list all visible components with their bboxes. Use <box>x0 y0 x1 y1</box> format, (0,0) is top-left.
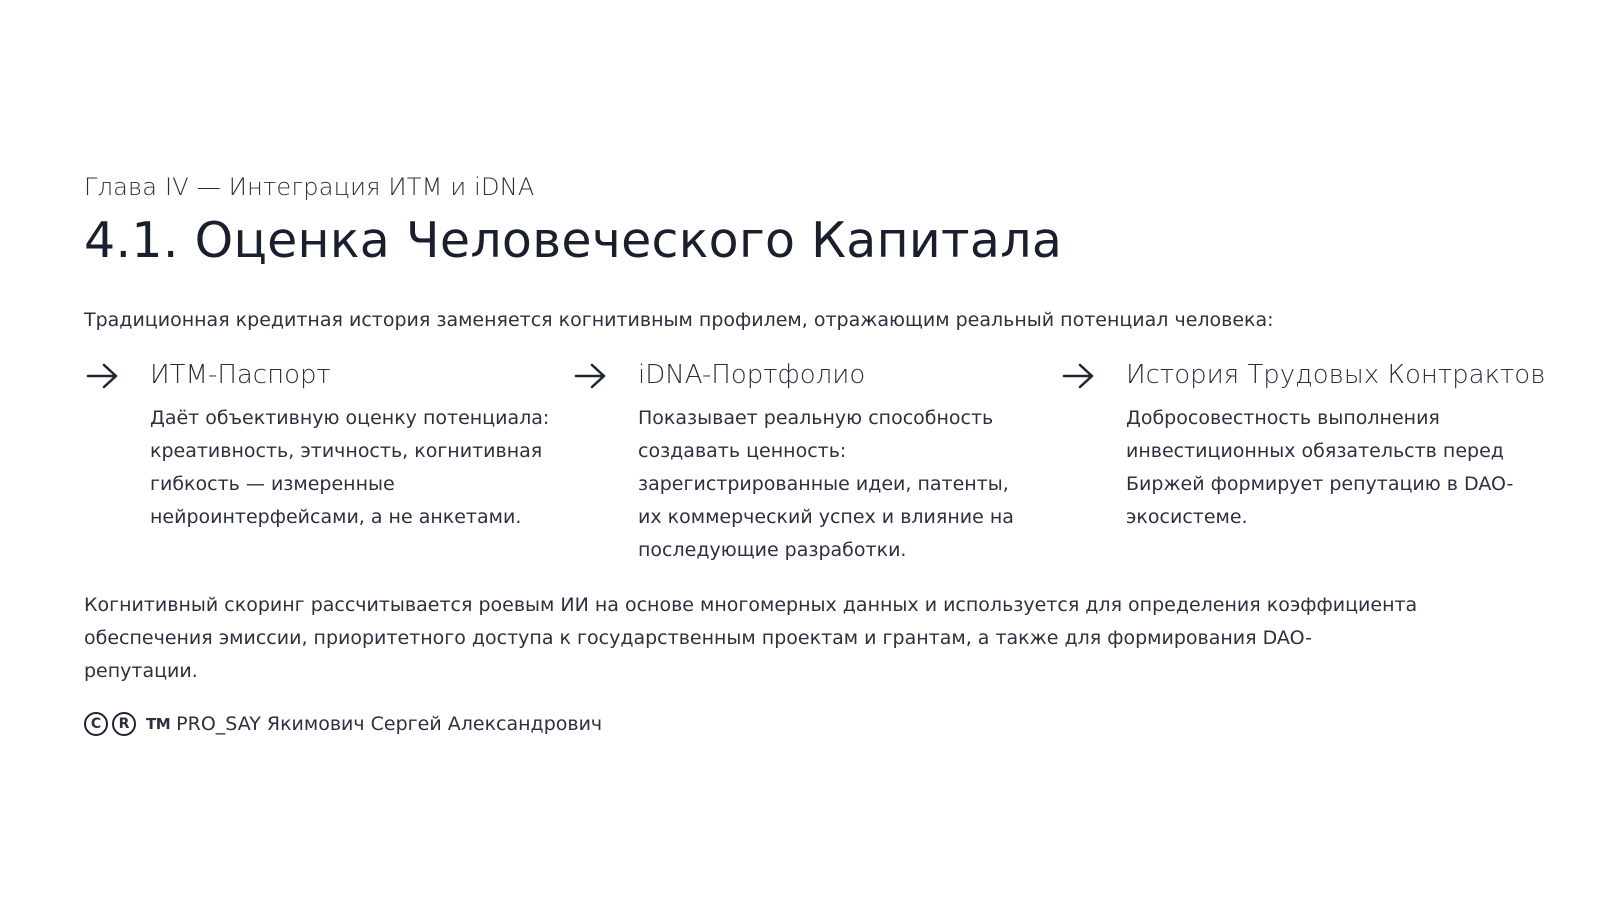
feature-card-idna-portfolio <box>572 356 1060 567</box>
feature-card-itm-passport <box>84 356 572 567</box>
feature-card-title: ИТМ-Паспорт <box>150 360 331 390</box>
intro-paragraph: Традиционная кредитная история заменяется когнитивным профилем, отражающим реальный потенциал человека: <box>84 309 1274 331</box>
feature-card-title: iDNA-Портфолио <box>638 360 866 390</box>
feature-card-body <box>638 356 1038 567</box>
feature-card-text: Добросовестность выполнения инвестиционных обязательств перед Биржей формирует репутацию в DAO-экосистеме. <box>1126 407 1514 528</box>
feature-card-body <box>1126 356 1546 567</box>
feature-card-text: Показывает реальную способность создавать ценность: зарегистрированные идеи, патенты, их коммерческий успех и влияние на последующие разработки. <box>638 407 1014 561</box>
page-title: 4.1. Оценка Человеческого Капитала <box>84 212 1063 269</box>
trademark-icon: TM <box>146 715 171 733</box>
chapter-label: Глава IV — Интеграция ИТМ и iDNA <box>84 173 535 201</box>
slide <box>84 170 1546 738</box>
copyright-footer <box>84 710 1524 738</box>
author-name: PRO_SAY Якимович Сергей Александрович <box>176 713 603 735</box>
arrow-right-icon <box>572 356 638 396</box>
registered-icon: R <box>112 712 136 736</box>
feature-card-body <box>150 356 550 567</box>
copyright-icon: C <box>84 712 108 736</box>
arrow-right-icon <box>84 356 150 396</box>
feature-cards <box>84 356 1546 567</box>
feature-card-title: История Трудовых Контрактов <box>1126 360 1546 390</box>
conclusion-paragraph: Когнитивный скоринг рассчитывается роевым ИИ на основе многомерных данных и используется для определения коэффициента обеспечения эмиссии, приоритетного доступа к государственным проектам и грантам, а также для формирования DAO-репутации. <box>84 594 1418 682</box>
feature-card-text: Даёт объективную оценку потенциала: креативность, этичность, когнитивная гибкость — измеренные нейроинтерфейсами, а не анкетами. <box>150 407 550 528</box>
arrow-right-icon <box>1060 356 1126 396</box>
feature-card-contract-history <box>1060 356 1546 567</box>
